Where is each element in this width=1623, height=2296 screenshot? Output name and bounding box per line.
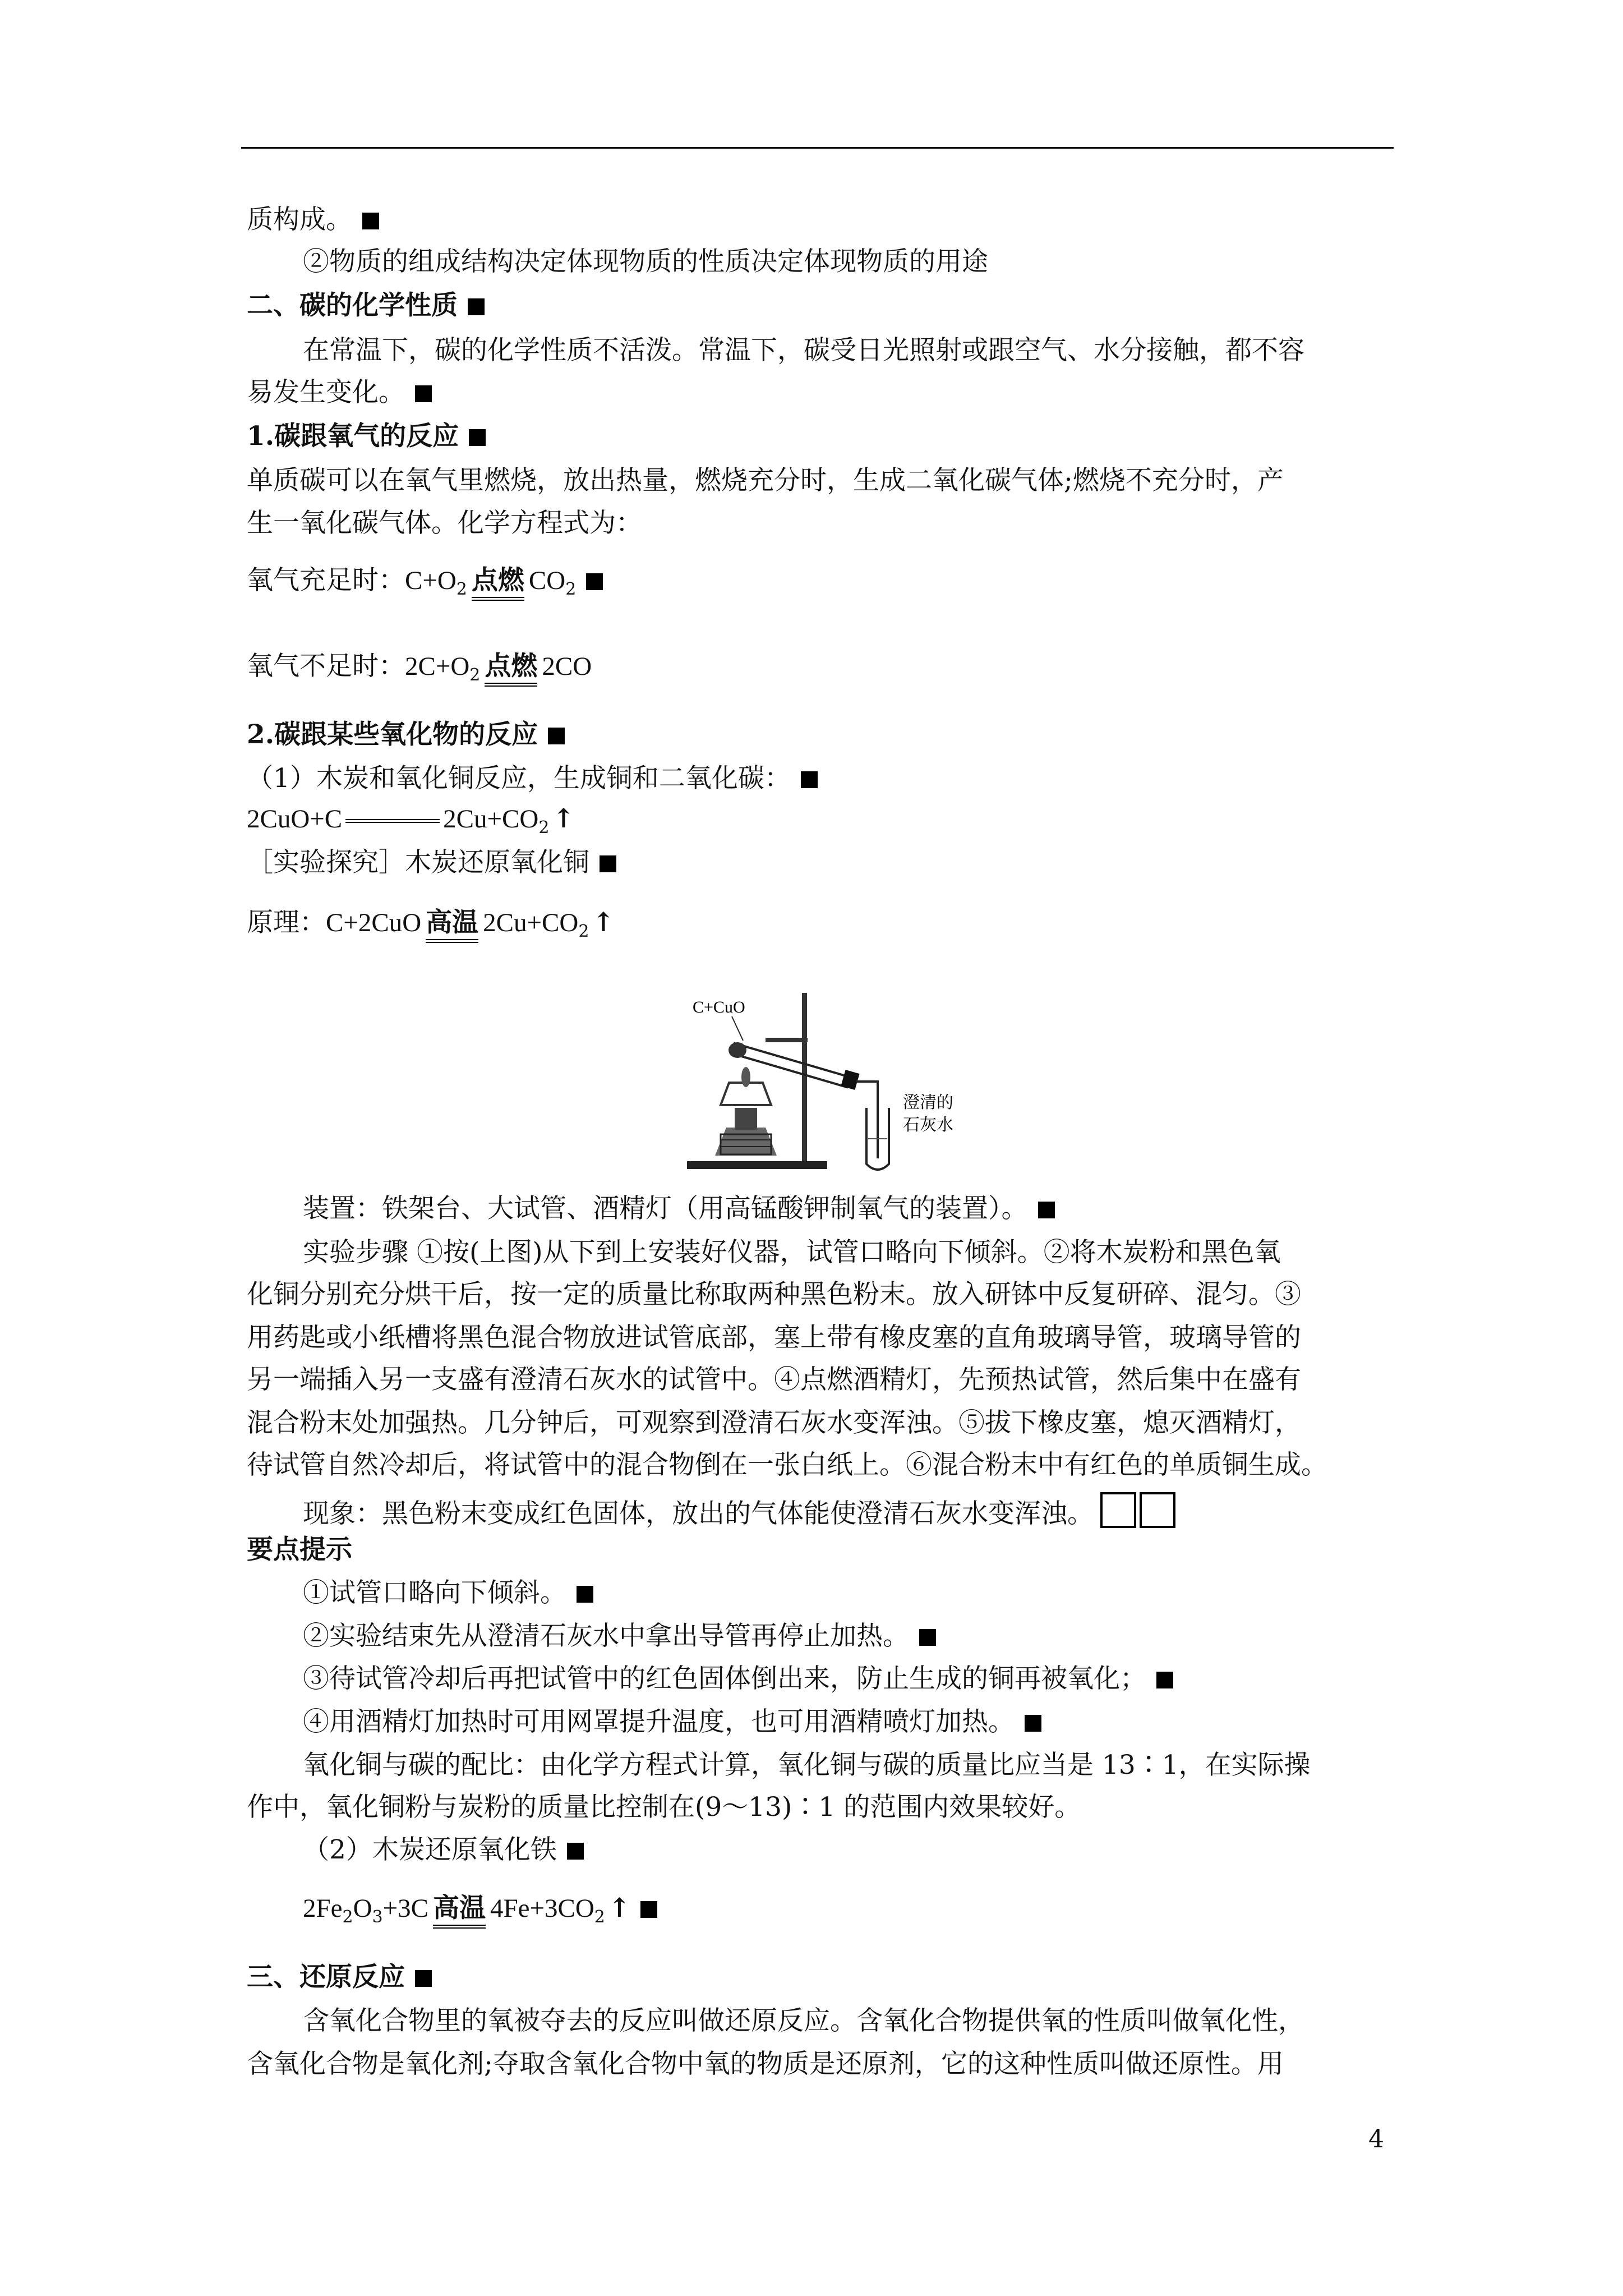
paragraph-line: 生一氧化碳气体。化学方程式为： [247, 508, 642, 539]
equation-principle: 原理：C+2CuO 高温 $2Cu+CO_2$ ↑ [247, 906, 615, 949]
section-heading: 二、碳的化学性质 [247, 289, 485, 323]
paragraph-line: 混合粉末处加强热。几分钟后，可观察到澄清石灰水变浑浊。⑤拔下橡皮塞，熄灭酒精灯， [247, 1407, 1301, 1438]
paragraph-line: 作中，氧化铜粉与炭粉的质量比控制在(9～13)∶1 的范围内效果较好。 [247, 1792, 1081, 1823]
square-marker-icon [600, 855, 616, 872]
subsection-heading: 1.碳跟氧气的反应 [247, 420, 486, 453]
page-number: 4 [1368, 2125, 1384, 2154]
paragraph-line: 单质碳可以在氧气里燃烧，放出热量，燃烧充分时，生成二氧化碳气体;燃烧不充分时，产 [247, 465, 1284, 496]
paragraph-line: 待试管自然冷却后，将试管中的混合物倒在一张白纸上。⑥混合粉末中有红色的单质铜生成。 [247, 1450, 1327, 1480]
header-rule [241, 147, 1394, 149]
reaction-condition: 高温 [433, 1894, 486, 1929]
equation-oxygen-insufficient: 氧气不足时：$2C+O_2$ 点燃 2CO [247, 650, 592, 692]
paragraph-line: 现象：黑色粉末变成红色固体，放出的气体能使澄清石灰水变浑浊。 [303, 1492, 1179, 1536]
square-marker-icon [1156, 1672, 1173, 1688]
square-marker-icon [415, 385, 432, 402]
paragraph-line: 含氧化合物里的氧被夺去的反应叫做还原反应。含氧化合物提供氧的性质叫做氧化性， [303, 2005, 1304, 2036]
paragraph-line: 在常温下，碳的化学性质不活泼。常温下，碳受日光照射或跟空气、水分接触，都不容 [303, 335, 1304, 366]
square-marker-icon [548, 728, 565, 744]
reaction-condition: 高温 [426, 909, 478, 943]
square-marker-icon [640, 1901, 657, 1918]
square-marker-icon [362, 213, 379, 229]
paragraph-line: ②物质的组成结构决定体现物质的性质决定体现物质的用途 [303, 246, 988, 277]
paragraph-line: （1）木炭和氧化铜反应，生成铜和二氧化碳： [247, 762, 818, 795]
figure-label-limewater: 石灰水 [903, 1115, 953, 1135]
square-marker-icon [415, 1970, 432, 1987]
subsection-heading: 2.碳跟某些氧化物的反应 [247, 718, 565, 752]
paragraph-line: 实验步骤 ①按(上图)从下到上安装好仪器，试管口略向下倾斜。②将木炭粉和黑色氧 [303, 1237, 1281, 1268]
checkbox-pair-icon [1100, 1492, 1179, 1536]
tip-item: ③待试管冷却后再把试管中的红色固体倒出来，防止生成的铜再被氧化； [303, 1662, 1173, 1696]
tip-item: ②实验结束先从澄清石灰水中拿出导管再停止加热。 [303, 1619, 936, 1653]
reaction-condition: 点燃 [485, 652, 537, 687]
equation-fe2o3: $2Fe_2O_3+3C$ 高温 $4Fe+3CO_2$ ↑ [303, 1892, 657, 1934]
paragraph-line: 另一端插入另一支盛有澄清石灰水的试管中。④点燃酒精灯，先预热试管，然后集中在盛有 [247, 1364, 1301, 1395]
equation-oxygen-sufficient: 氧气充足时：$C+O_2$ 点燃 $CO_2$ [247, 564, 603, 606]
square-marker-icon [468, 298, 485, 315]
square-marker-icon [567, 1843, 584, 1860]
square-marker-icon [469, 429, 486, 446]
square-marker-icon [1038, 1202, 1055, 1218]
square-marker-icon [919, 1629, 936, 1646]
paragraph-line: 装置：铁架台、大试管、酒精灯（用高锰酸钾制氧气的装置）。 [303, 1192, 1055, 1226]
paragraph-line: 氧化铜与碳的配比：由化学方程式计算，氧化铜与碳的质量比应当是 13∶1，在实际操 [303, 1750, 1311, 1780]
section-heading: 要点提示 [247, 1534, 352, 1565]
reaction-condition: 点燃 [472, 567, 524, 601]
square-marker-icon [586, 573, 603, 590]
paragraph-line: ［实验探究］木炭还原氧化铜 [247, 846, 616, 880]
paragraph-line: 含氧化合物是氧化剂;夺取含氧化合物中氧的物质是还原剂，它的这种性质叫做还原性。用 [247, 2049, 1284, 2079]
square-marker-icon [577, 1586, 593, 1603]
square-marker-icon [801, 771, 818, 788]
paragraph-line: 质构成。 [247, 203, 379, 237]
figure-label-limewater: 澄清的 [903, 1093, 953, 1112]
tip-item: ①试管口略向下倾斜。 [303, 1576, 593, 1610]
paragraph-line: 用药匙或小纸槽将黑色混合物放进试管底部，塞上带有橡皮塞的直角玻璃导管，玻璃导管的 [247, 1322, 1301, 1353]
section-heading: 三、还原反应 [247, 1961, 432, 1994]
equation-cuo: 2CuO+C $2Cu+CO_2$ ↑ [247, 803, 575, 838]
paragraph-line: （2）木炭还原氧化铁 [303, 1833, 584, 1867]
figure-label-reactants: C+CuO [693, 998, 745, 1016]
paragraph-line: 易发生变化。 [247, 376, 432, 409]
paragraph-line: 化铜分别充分烘干后，按一定的质量比称取两种黑色粉末。放入研钵中反复研碎、混匀。③ [247, 1279, 1301, 1310]
apparatus-figure [681, 987, 965, 1181]
tip-item: ④用酒精灯加热时可用网罩提升温度，也可用酒精喷灯加热。 [303, 1705, 1041, 1739]
square-marker-icon [1025, 1715, 1041, 1732]
equals-sign [345, 819, 440, 823]
